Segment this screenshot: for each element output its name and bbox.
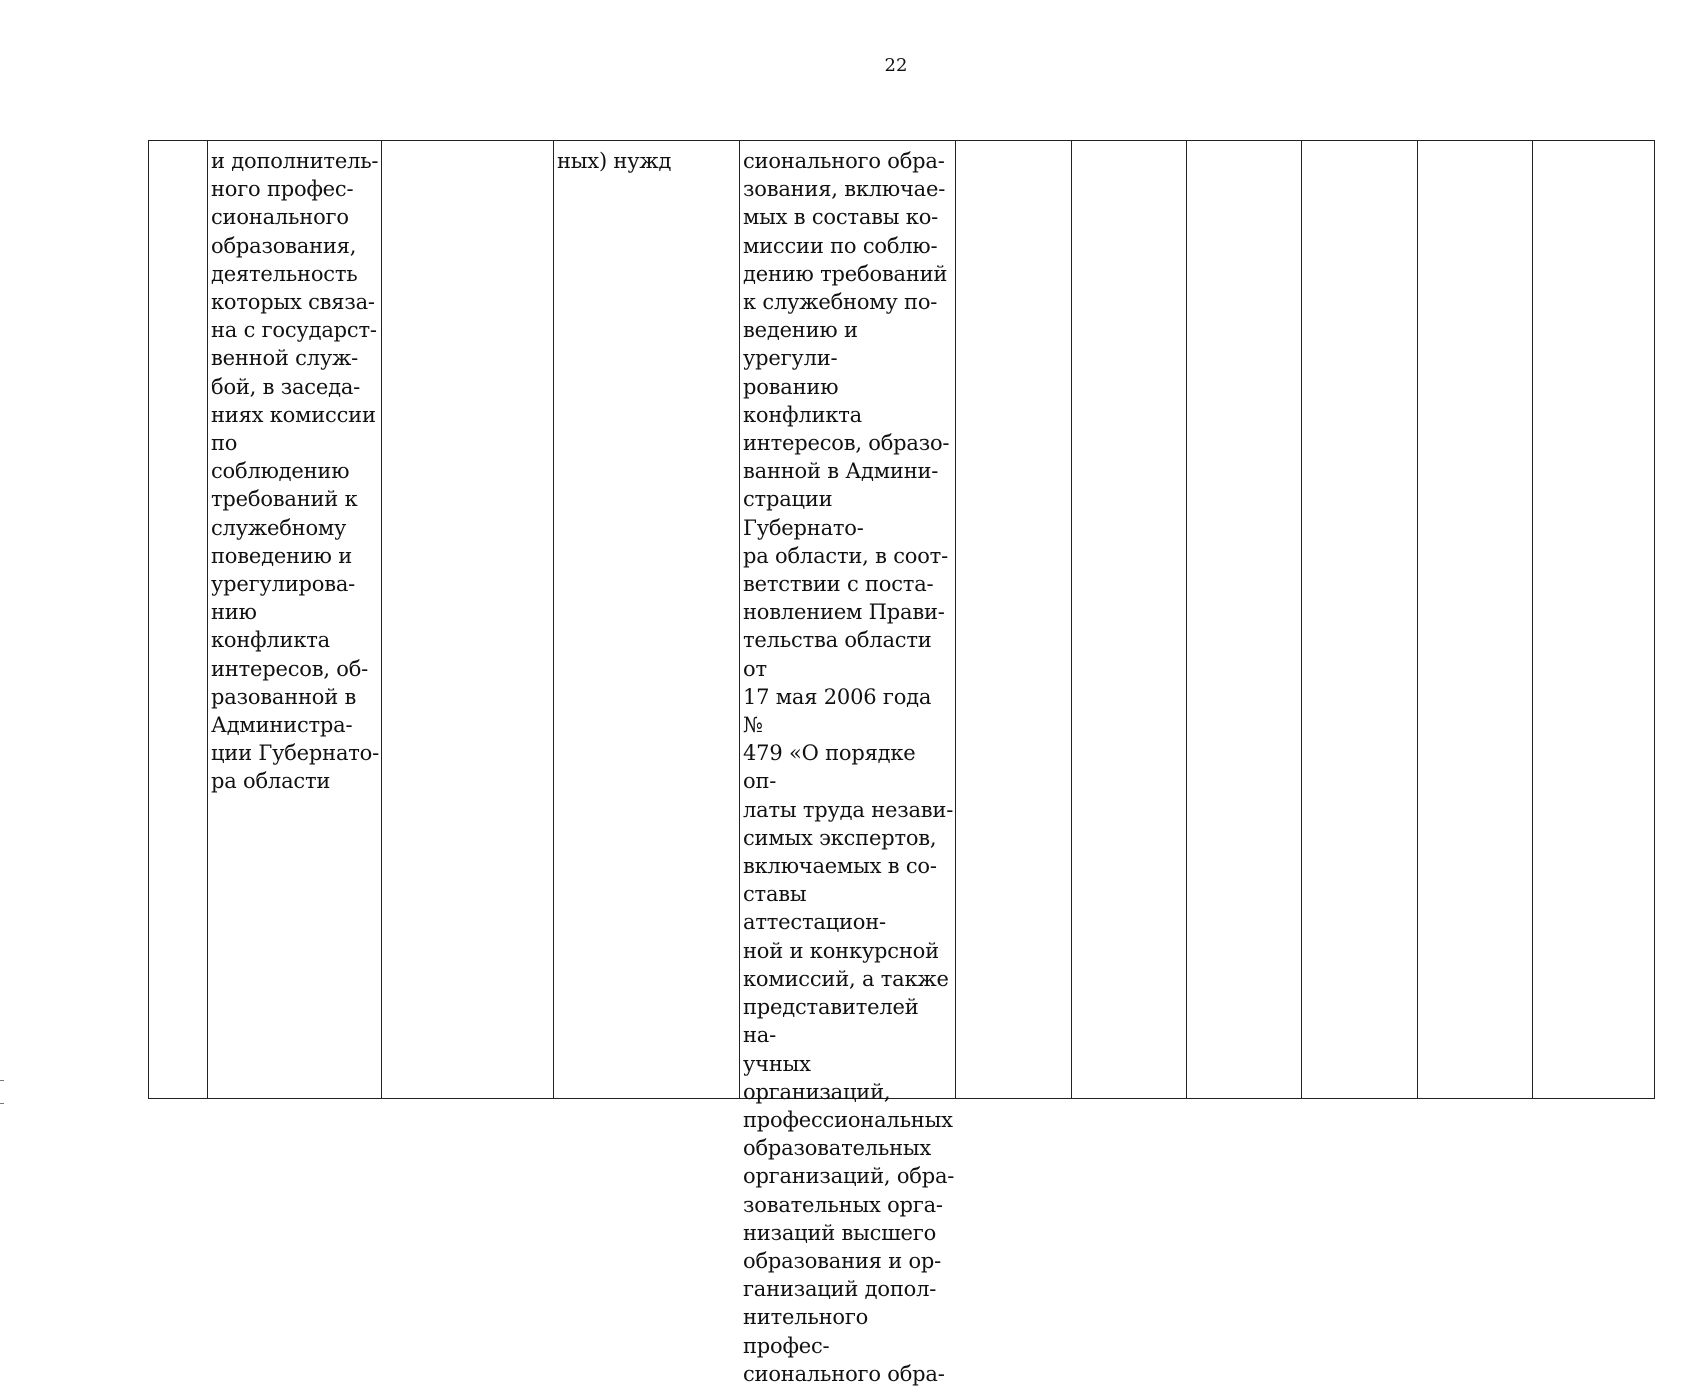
column-divider [739, 141, 740, 1098]
page-number: 22 [884, 55, 908, 76]
cell-participants-text: и дополнитель- ного профес- сионального образования, деятельность которых связа- на с государст- венной служ- бой, в заседа- ниях комиссии по соблюдению требований к служебному поведению и урегулирова- нию конфликта интересов, об- разованной в Администра- ции Губернато- ра области [211, 149, 380, 794]
column-divider [1071, 141, 1072, 1098]
column-divider [1417, 141, 1418, 1098]
column-divider [955, 141, 956, 1098]
cell-needs-text: ных) нужд [557, 149, 672, 173]
scan-edge-mark [0, 1080, 4, 1104]
column-divider [1186, 141, 1187, 1098]
column-divider [1532, 141, 1533, 1098]
cell-basis-text: сионального обра- зования, включае- мых в составы ко- миссии по соблю- дению требований к служебному по- ведению и урегули- рованию конфликта интересов, образо- ванной в Админи- страции Губернато- ра области, в соот- ветствии с поста- новлением Прави- тельства области от 17 мая 2006 года № 479 «О порядке оп- латы труда незави- симых экспертов, включаемых в со- ставы аттестацион- ной и конкурсной комиссий, а также представителей на- учных организаций, профессиональных образовательных организаций, обра- зовательных орга- низаций высшего образования и ор- ганизаций допол- нительного профес- сионального обра- [743, 149, 955, 1386]
column-divider [1301, 141, 1302, 1098]
column-divider [553, 141, 554, 1098]
column-divider [207, 141, 208, 1098]
column-divider [381, 141, 382, 1098]
continuation-table [148, 140, 1655, 1386]
